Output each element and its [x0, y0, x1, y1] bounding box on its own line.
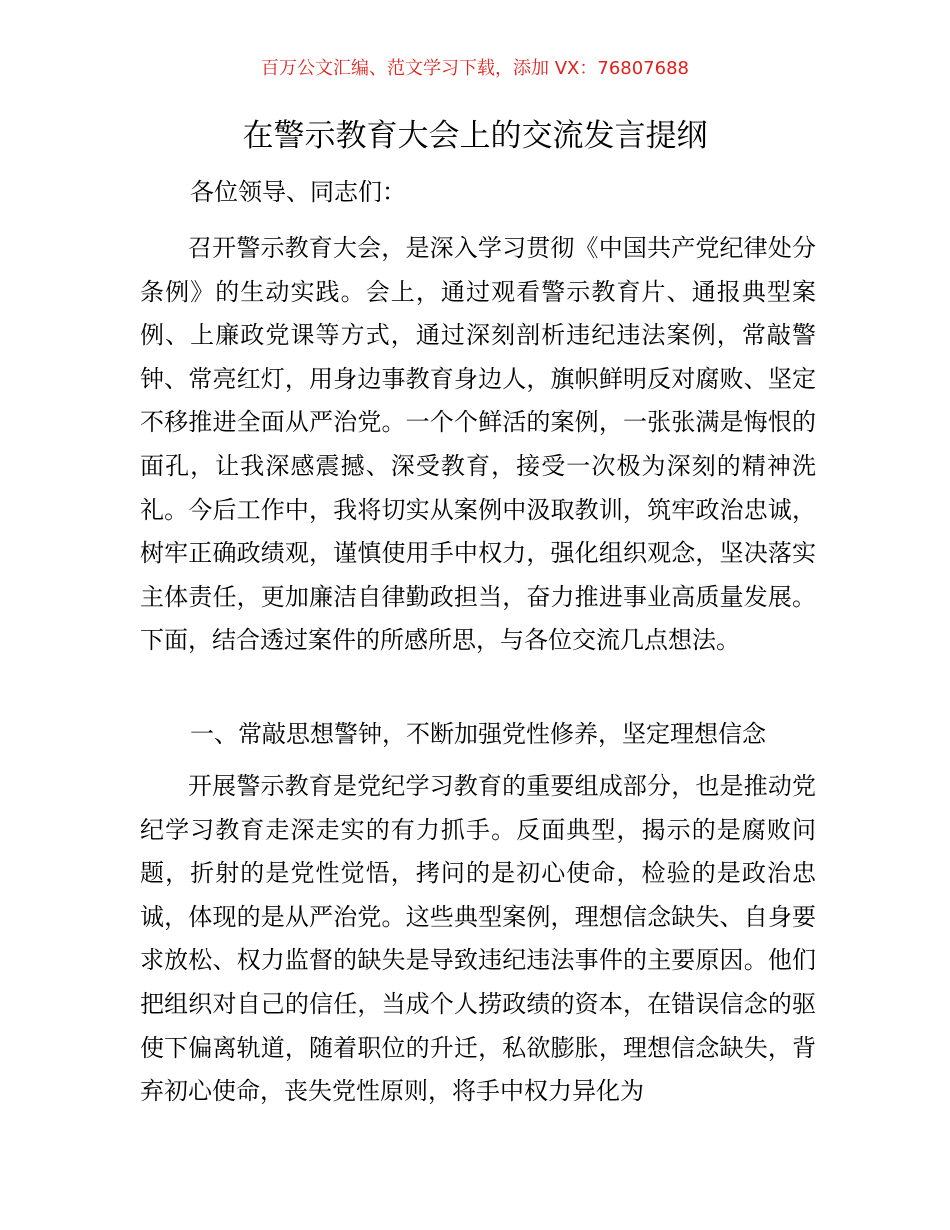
paragraph-section-1: 开展警示教育是党纪学习教育的重要组成部分，也是推动党纪学习教育走深走实的有力抓手。反面典型，揭示的是腐败问题，折射的是党性觉悟，拷问的是初心使命，检验的是政治忠诚，体现的是从严治党。这些典型案例，理想信念缺失、自身要求放松、权力监督的缺失是导致违纪违法事件的主要原因。他们把组织对自己的信任，当成个人捞政绩的资本，在错误信念的驱使下偏离轨道，随着职位的升迁，私欲膨胀，理想信念缺失，背弃初心使命，丧失党性原则，将手中权力异化为 — [140, 772, 816, 1106]
download-watermark-note: 百万公文汇编、范文学习下载，添加 VX：76807688 — [261, 58, 689, 79]
paragraph-intro: 召开警示教育大会，是深入学习贯彻《中国共产党纪律处分条例》的生动实践。会上，通过观看警示教育片、通报典型案例、上廉政党课等方式，通过深刻剖析违纪违法案例，常敲警钟、常亮红灯，用身边事教育身边人，旗帜鲜明反对腐败、坚定不移推进全面从严治党。一个个鲜活的案例，一张张满是悔恨的面孔，让我深感震撼、深受教育，接受一次极为深刻的精神洗礼。今后工作中，我将切实从案例中汲取教训，筑牢政治忠诚，树牢正确政绩观，谨慎使用手中权力，强化组织观念，坚决落实主体责任，更加廉洁自律勤政担当，奋力推进事业高质量发展。下面，结合透过案件的所感所思，与各位交流几点想法。 — [140, 234, 816, 655]
document-title: 在警示教育大会上的交流发言提纲 — [242, 118, 708, 154]
salutation: 各位领导、同志们： — [190, 178, 406, 206]
section-heading-1: 一、常敲思想警钟，不断加强党性修养，坚定理想信念 — [190, 720, 766, 748]
